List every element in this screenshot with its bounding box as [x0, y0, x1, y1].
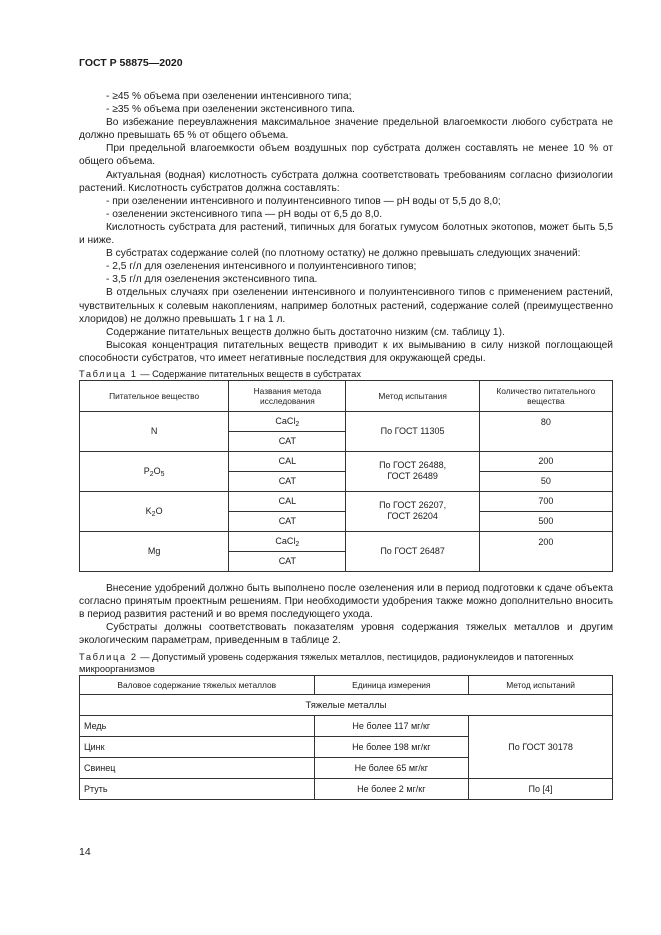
nutrients-table — [79, 380, 613, 572]
amount-cell: 80 — [479, 411, 612, 451]
paragraph: - ≥35 % объема при озеленении экстенсивного типа. — [106, 104, 355, 116]
method-cell: CAT — [229, 431, 346, 451]
mid-paragraphs — [79, 582, 613, 647]
metal-name: Свинец — [80, 758, 315, 779]
paragraph: - 3,5 г/л для озеленения экстенсивного типа. — [106, 274, 318, 286]
amount-cell: 200 — [479, 531, 612, 571]
table2-caption: Таблица 2 — Допустимый уровень содержания тяжелых металлов, пестицидов, радионуклеидов и патогенных микроорганизмов — [79, 652, 574, 675]
nutrient-k2o: $K_2O$ — [80, 491, 229, 531]
amount-cell: 50 — [479, 471, 612, 491]
method-cell: CAT — [229, 511, 346, 531]
nutrient-n: N — [80, 411, 229, 451]
document-header: ГОСТ Р 58875—2020 — [79, 57, 183, 69]
paragraph: Внесение удобрений должно быть выполнено после озеленения или в период подготовки к сдаче объекта согласно принятым проектным решениям. При необходимости удобрения также можно дополнительно вносить в период развития растений и во время последующего ухода. — [79, 582, 613, 621]
paragraph: Содержание питательных веществ должно быть достаточно низким (см. таблицу 1). — [106, 326, 505, 338]
table-row — [80, 716, 613, 737]
page-number: 14 — [79, 846, 91, 858]
metal-limit: Не более 117 мг/кг — [314, 716, 469, 737]
table-row — [80, 491, 613, 511]
amount-cell: 700 — [479, 491, 612, 511]
nutrient-mg: Mg — [80, 531, 229, 571]
test-method-cell: По ГОСТ 26487 — [346, 531, 479, 571]
paragraph: - озеленении экстенсивного типа — pH воды от 6,5 до 8,0. — [106, 208, 383, 220]
paragraph: Высокая концентрация питательных веществ приводит к их вымыванию в силу низкой поглощающей способности субстратов, что имеет негативные последствия для окружающей среды. — [79, 339, 613, 364]
amount-cell: 500 — [479, 511, 612, 531]
metal-name: Ртуть — [80, 779, 315, 800]
method-cell: CaCl$_2$ — [229, 531, 346, 551]
table1-caption: Таблица 1 — Содержание питательных веществ в субстратах — [79, 368, 361, 379]
page-body — [79, 90, 613, 800]
amount-cell: 200 — [479, 451, 612, 471]
th-method: Метод испытаний — [469, 676, 613, 695]
paragraph: В субстратах содержание солей (по плотному остатку) не должно превышать следующих значений: — [106, 248, 581, 260]
method-cell: CAT — [229, 551, 346, 571]
table-row — [80, 411, 613, 431]
paragraph: - при озеленении интенсивного и полуинтенсивного типов — pH воды от 5,5 до 8,0; — [106, 195, 501, 207]
table-row — [80, 779, 613, 800]
th-amount: Количество питательного вещества — [479, 380, 612, 411]
nutrient-p2o5: $P_2O_5$ — [80, 451, 229, 491]
heavy-metals-table — [79, 675, 613, 800]
method-cell: По ГОСТ 30178 — [469, 716, 613, 779]
table-row — [80, 531, 613, 551]
top-paragraphs — [79, 90, 613, 365]
method-cell: CAL — [229, 451, 346, 471]
th-test-method: Метод испытания — [346, 380, 479, 411]
metal-limit: Не более 65 мг/кг — [314, 758, 469, 779]
th-unit: Единица измерения — [314, 676, 469, 695]
metal-name: Цинк — [80, 737, 315, 758]
th-metal: Валовое содержание тяжелых металлов — [80, 676, 315, 695]
method-cell: CAT — [229, 471, 346, 491]
metal-limit: Не более 2 мг/кг — [314, 779, 469, 800]
metal-name: Медь — [80, 716, 315, 737]
method-cell: CAL — [229, 491, 346, 511]
paragraph: В отдельных случаях при озеленении интенсивного и полуинтенсивного типов с применением растений, чувствительных к солевым накоплениям, например болотных растений, содержание солей (преимущественно хлоридов) не должно превышать 1 г на 1 л. — [79, 287, 613, 325]
paragraph: - 2,5 г/л для озеленения интенсивного и полуинтенсивного типов; — [106, 261, 417, 273]
section-heading: Тяжелые металлы — [80, 695, 613, 716]
test-method-cell: По ГОСТ 26488, ГОСТ 26489 — [346, 451, 479, 491]
test-method-cell: По ГОСТ 11305 — [346, 411, 479, 451]
metal-limit: Не более 198 мг/кг — [314, 737, 469, 758]
test-method-cell: По ГОСТ 26207, ГОСТ 26204 — [346, 491, 479, 531]
paragraph: - ≥45 % объема при озеленении интенсивного типа; — [106, 91, 352, 102]
paragraph: При предельной влагоемкости объем воздушных пор субстрата должен составлять не менее 10 % от общего объема. — [79, 143, 613, 168]
paragraph: Кислотность субстрата для растений, типичных для богатых гумусом болотных экотопов, может быть 5,5 и ниже. — [79, 221, 613, 247]
table-row — [80, 451, 613, 471]
method-cell: По [4] — [469, 779, 613, 800]
paragraph: Субстраты должны соответствовать показателям уровня содержания тяжелых металлов и другим экологическим параметрам, приведенным в таблице 2. — [79, 622, 613, 647]
th-method-name: Названия метода исследования — [229, 380, 346, 411]
th-nutrient: Питательное вещество — [80, 380, 229, 411]
section-row — [80, 695, 613, 716]
method-cell: CaCl$_2$ — [229, 411, 346, 431]
paragraph: Во избежание переувлажнения максимальное значение предельной влагоемкости любого субстрата не должно превышать 65 % от общего объема. — [79, 117, 613, 142]
paragraph: Актуальная (водная) кислотность субстрата должна соответствовать требованиям согласно физиологии растений. Кислотность субстратов должна составлять: — [79, 169, 613, 194]
